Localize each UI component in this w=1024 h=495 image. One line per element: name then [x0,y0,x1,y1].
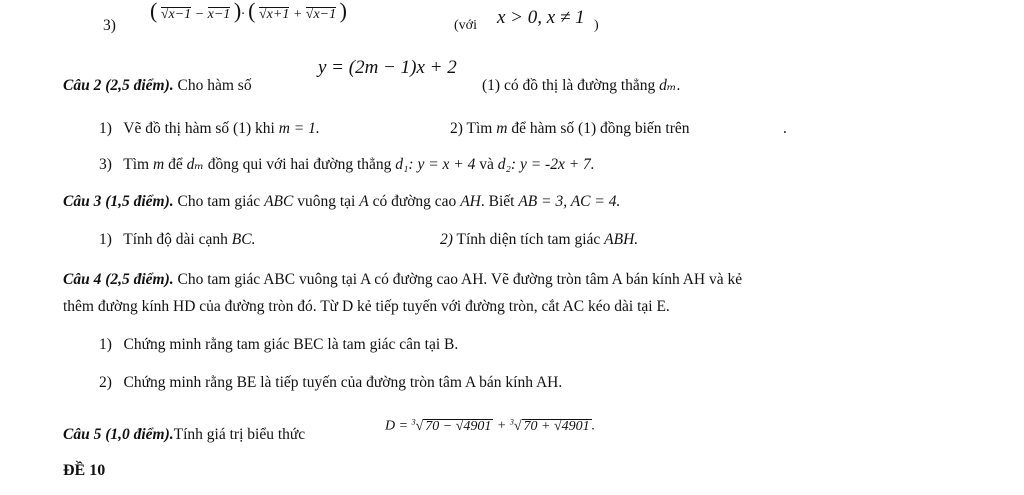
cau4-item1 [99,337,458,353]
condition-prefix: (với [454,18,477,33]
cau2-item2-text-a: Tìm [466,120,493,137]
cau4-item1-text: Chứng minh rằng tam giác BEC là tam giác cân tại B. [123,336,459,353]
plus-sign: + [292,7,303,22]
cube-root-icon: $^3$√ [411,417,424,434]
cau3-item2-var: ABH. [604,231,639,248]
fraction-3-denominator: √x+1 [258,7,290,22]
cau3-item2 [440,232,638,248]
condition-suffix: ) [594,18,599,33]
cau3-text-c: có đường cao [372,193,457,210]
cau3-item1-var: BC. [231,231,256,248]
cau2-item3 [99,157,595,173]
cau4-line1 [63,272,742,288]
minus-sign: − [194,7,205,22]
open-paren-2: ( [248,0,256,23]
cau4-line2: thêm đường kính HD của đường tròn đó. Từ D kẻ tiếp tuyến với đường tròn, cắt AC kéo dài tại E. [63,298,670,315]
cau2-intro: Cho hàm số [177,77,252,94]
cau2-item2-var: m [496,120,508,137]
cau5-lhs: D = [385,418,409,434]
cau4-item2-text: Chứng minh rằng BE là tiếp tuyến của đường tròn tâm A bán kính AH. [123,374,563,391]
cau5-formula [385,418,595,434]
top-cut-expression [150,0,347,22]
cau2-item2-number: 2) [450,120,463,137]
cau4-item1-number: 1) [99,336,112,353]
cau3-item2-number: 2) [440,231,453,248]
cau2-heading: Câu 2 (2,5 điểm). [63,77,174,94]
cau5-heading: Câu 5 (1,0 điểm). [63,426,174,443]
cau4-item2-number: 2) [99,374,112,391]
cau3-text-a: Cho tam giác [177,193,261,210]
cau5-term2: 70 + √4901 [523,418,590,434]
cau4-item2 [99,375,562,391]
cau2-item3-text-c: đồng qui với hai đường thẳng [207,156,392,173]
cau2-item2-text-b: để hàm số (1) đồng biến trên [511,120,690,137]
cau3-line [63,194,620,210]
open-paren: ( [150,0,158,23]
fraction-2-denominator: x−1 [207,7,231,22]
cau3-given: AB = 3, AC = 4. [518,193,621,210]
cau3-text-b: vuông tại [297,193,356,210]
cau2-formula: y = (2m − 1)x + 2 [318,57,457,78]
cau2-line [63,78,252,94]
de-label: ĐỀ 10 [63,462,106,479]
cau4-line1-text: Cho tam giác ABC vuông tại A có đường cao AH. Vẽ đường tròn tâm A bán kính AH và kẻ [177,271,743,288]
cau3-text-d: . Biết [480,193,515,210]
top-item-number: 3) [103,17,116,34]
cau5-plus: + [496,418,507,434]
cau2-item1 [99,121,320,137]
cau2-item3-and: và [479,156,494,173]
multiply-dot: · [241,7,245,22]
cau3-ah: AH [460,193,481,210]
cau2-rest-var: dₘ [659,77,677,94]
cau2-item3-text-b: để [168,156,183,173]
cau2-item3-text-a: Tìm [123,156,150,173]
cau2-item2-dot: . [783,120,787,137]
cau2-rest-text: (1) có đồ thị là đường thẳng [482,77,656,94]
cau2-item3-dm: dₘ [186,156,204,173]
close-paren: ) [233,0,242,23]
cau2-item3-d1: d₁: y = x + 4 [395,156,476,173]
cau2-item1-text: Vẽ đồ thị hàm số (1) khi [123,120,275,137]
cube-root-icon-2: $^3$√ [509,417,522,434]
condition-math: x > 0, x ≠ 1 [497,7,585,28]
cau5-period: . [591,418,596,434]
cau5-line [63,427,305,443]
close-paren-2: ) [339,0,347,23]
cau3-item2-text: Tính diện tích tam giác [456,231,601,248]
cau5-text: Tính giá trị biểu thức [173,426,306,443]
cau2-item1-number: 1) [99,120,112,137]
cau2-item3-var: m [153,156,165,173]
cau3-heading: Câu 3 (1,5 điểm). [63,193,174,210]
cau4-heading: Câu 4 (2,5 điểm). [63,271,174,288]
cau2-item2 [450,121,690,137]
cau3-item1 [99,232,255,248]
cau5-term1: 70 − √4901 [425,418,492,434]
cau3-item1-number: 1) [99,231,112,248]
cau3-a: A [359,193,369,210]
cau2-item3-number: 3) [99,156,112,173]
cau2-rest-dot: . [676,77,681,94]
fraction-4-denominator: √x−1 [305,7,337,22]
cau2-item3-d2: d₂: y = -2x + 7. [497,156,595,173]
cau2-item1-math: m = 1. [278,120,320,137]
fraction-1-denominator: √x−1 [160,7,192,22]
cau2-rest [482,78,680,94]
cau3-abc: ABC [264,193,294,210]
cau3-item1-text: Tính độ dài cạnh [123,231,228,248]
